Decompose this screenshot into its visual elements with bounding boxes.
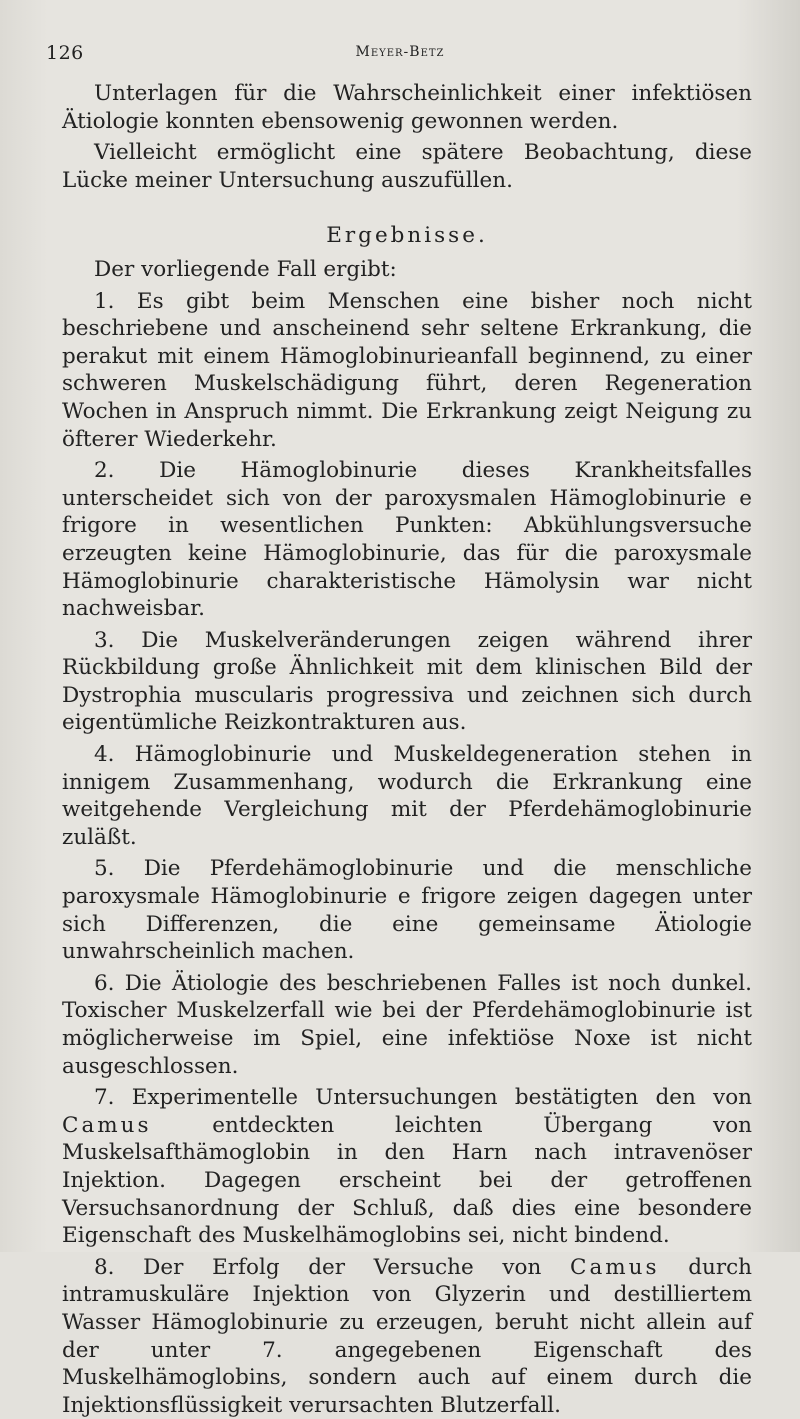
running-head: Meyer-Betz	[355, 44, 445, 60]
author-name: Camus	[62, 1112, 152, 1138]
result-item	[62, 1254, 752, 1419]
result-item	[62, 1084, 752, 1250]
item-text: 7. Experimentelle Untersuchungen bestätigten den von	[94, 1085, 752, 1111]
item-text: durch intramuskuläre Injektion von Glyzerin und destilliertem Wasser Hämoglobinurie zu erzeugen, beruht nicht allein auf der unter 7. angegebenen Eigenschaft des Muskelhämoglobins, sondern auch auf einem durch die Injektionsflüssigkeit verursachten Blutzerfall.	[62, 1254, 752, 1418]
result-item: 6. Die Ätiologie des beschriebenen Falles ist noch dunkel. Toxischer Muskelzerfall wie bei der Pferdehämoglobinurie ist möglicherweise im Spiel, eine infektiöse Noxe ist nicht ausgeschlossen.	[62, 970, 752, 1079]
section-lead: Der vorliegende Fall ergibt:	[94, 256, 397, 282]
page-number: 126	[46, 42, 84, 64]
intro-paragraph: Unterlagen für die Wahrscheinlichkeit einer infektiösen Ätiologie konnten ebensowenig gewonnen werden.	[62, 81, 752, 134]
item-text: 8. Der Erfolg der Versuche von	[94, 1254, 570, 1280]
item-text: entdeckten leichten Übergang von Muskelsafthämoglobin in den Harn nach intravenöser Injektion. Dagegen erscheint bei der getroffenen Versuchsanordnung der Schluß, daß dies eine besondere Eigenschaft des Muskelhämoglobins sei, nicht bindend.	[62, 1112, 752, 1249]
section-heading: Ergebnisse.	[326, 223, 488, 249]
result-item: 5. Die Pferdehämoglobinurie und die menschliche paroxysmale Hämoglobinurie e frigore zeigen dagegen unter sich Differenzen, die eine gemeinsame Ätiologie unwahrscheinlich machen.	[62, 856, 752, 965]
result-item: 1. Es gibt beim Menschen eine bisher noch nicht beschriebene und anscheinend sehr seltene Erkrankung, die perakut mit einem Hämoglobinurieanfall beginnend, zu einer schweren Muskelschädigung führt, deren Regeneration Wochen in Anspruch nimmt. Die Erkrankung zeigt Neigung zu öfterer Wiederkehr.	[62, 288, 752, 452]
result-item: 3. Die Muskelveränderungen zeigen während ihrer Rückbildung große Ähnlichkeit mit dem klinischen Bild der Dystrophia muscularis progressiva und zeichnen sich durch eigentümliche Reizkontrakturen aus.	[62, 627, 752, 736]
author-name: Camus	[570, 1254, 660, 1280]
result-item: 4. Hämoglobinurie und Muskeldegeneration stehen in innigem Zusammenhang, wodurch die Erkrankung eine weitgehende Vergleichung mit der Pferdehämoglobinurie zuläßt.	[62, 742, 752, 850]
body-text	[62, 80, 752, 1419]
intro-paragraph: Vielleicht ermöglicht eine spätere Beobachtung, diese Lücke meiner Untersuchung auszufüllen.	[62, 140, 752, 193]
result-item: 2. Die Hämoglobinurie dieses Krankheitsfalles unterscheidet sich von der paroxysmalen Hämoglobinurie e frigore in wesentlichen Punkten: Abkühlungsversuche erzeugten keine Hämoglobinurie, das für die paroxysmale Hämoglobinurie charakteristische Hämolysin war nicht nachweisbar.	[62, 458, 752, 622]
